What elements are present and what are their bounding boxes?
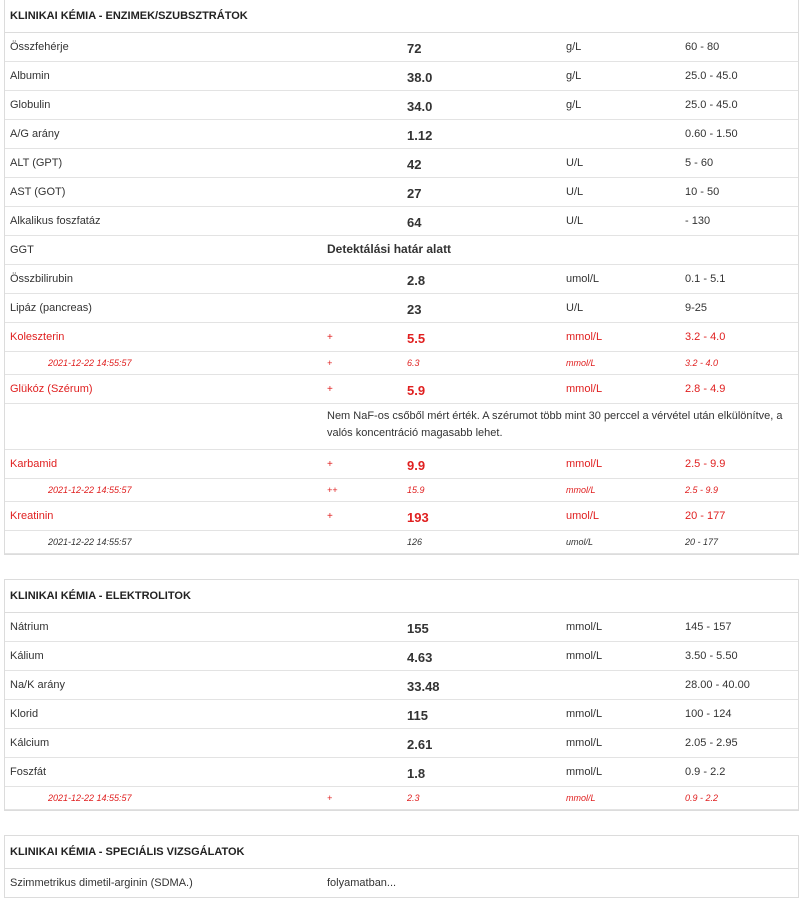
result-value: 126 <box>407 537 423 547</box>
test-name: Kreatinin <box>10 510 54 522</box>
section-title: KLINIKAI KÉMIA - ENZIMEK/SZUBSZTRÁTOK <box>5 0 798 33</box>
result-value: 1.8 <box>407 766 426 781</box>
result-unit: g/L <box>566 70 582 82</box>
abnormal-flag: + <box>327 358 333 368</box>
reference-range: 10 - 50 <box>685 186 720 198</box>
reference-range: 3.2 - 4.0 <box>685 331 726 343</box>
test-name: Glükóz (Szérum) <box>10 383 93 395</box>
test-name: Nátrium <box>10 621 49 633</box>
test-name: GGT <box>10 244 34 256</box>
test-name: Albumin <box>10 70 50 82</box>
reference-range: 3.2 - 4.0 <box>685 358 719 368</box>
reference-range: 3.50 - 5.50 <box>685 650 738 662</box>
result-unit: mmol/L <box>566 485 596 495</box>
test-name: AST (GOT) <box>10 186 66 198</box>
result-status: folyamatban... <box>327 877 397 889</box>
result-row <box>5 178 798 207</box>
test-name: Globulin <box>10 99 51 111</box>
result-value: 42 <box>407 157 422 172</box>
result-unit: U/L <box>566 157 584 169</box>
test-name: Szimmetrikus dimetil-arginin (SDMA.) <box>10 877 193 889</box>
result-row <box>5 729 798 758</box>
result-note: Nem NaF-os csőből mért érték. A szérumot több mint 30 perccel a vérvétel után elkülönítve, a valós koncentráció magasabb lehet. <box>327 410 783 439</box>
result-value: 34.0 <box>407 99 433 114</box>
result-row <box>5 758 798 787</box>
result-date: 2021-12-22 14:55:57 <box>48 358 132 368</box>
result-value: 5.9 <box>407 383 426 398</box>
result-value: 38.0 <box>407 70 433 85</box>
result-unit: mmol/L <box>566 650 603 662</box>
result-value: 2.8 <box>407 273 426 288</box>
result-date: 2021-12-22 14:55:57 <box>48 537 132 547</box>
result-row <box>5 265 798 294</box>
previous-result-row <box>5 531 798 554</box>
test-name: Koleszterin <box>10 331 65 343</box>
reference-range: 2.5 - 9.9 <box>685 458 726 470</box>
result-row <box>5 207 798 236</box>
test-name: Összfehérje <box>10 41 69 53</box>
result-value: 115 <box>407 708 428 723</box>
reference-range: 145 - 157 <box>685 621 732 633</box>
reference-range: 25.0 - 45.0 <box>685 70 738 82</box>
test-name: Kálium <box>10 650 44 662</box>
result-value: 23 <box>407 302 422 317</box>
reference-range: 5 - 60 <box>685 157 714 169</box>
result-value: 6.3 <box>407 358 420 368</box>
result-value: 64 <box>407 215 422 230</box>
result-row <box>5 642 798 671</box>
reference-range: 0.60 - 1.50 <box>685 128 738 140</box>
result-value: 33.48 <box>407 679 440 694</box>
reference-range: 0.1 - 5.1 <box>685 273 726 285</box>
result-comment: Detektálási határ alatt <box>327 242 452 256</box>
result-row <box>5 671 798 700</box>
result-row <box>5 149 798 178</box>
result-value: 2.3 <box>407 793 420 803</box>
reference-range: 0.9 - 2.2 <box>685 793 719 803</box>
result-value: 72 <box>407 41 422 56</box>
result-value: 9.9 <box>407 458 426 473</box>
reference-range: 20 - 177 <box>685 510 726 522</box>
result-row <box>5 236 798 265</box>
reference-range: 2.8 - 4.9 <box>685 383 726 395</box>
result-unit: mmol/L <box>566 331 603 343</box>
result-value: 15.9 <box>407 485 425 495</box>
result-unit: mmol/L <box>566 458 603 470</box>
test-name: Kálcium <box>10 737 50 749</box>
result-value: 5.5 <box>407 331 426 346</box>
result-value: 27 <box>407 186 422 201</box>
abnormal-flag: + <box>327 384 333 395</box>
previous-result-row <box>5 787 798 810</box>
reference-range: 60 - 80 <box>685 41 720 53</box>
test-name: Alkalikus foszfatáz <box>10 215 101 227</box>
test-name: ALT (GPT) <box>10 157 63 169</box>
result-unit: umol/L <box>566 273 600 285</box>
result-unit: g/L <box>566 99 582 111</box>
section-title: KLINIKAI KÉMIA - SPECIÁLIS VIZSGÁLATOK <box>5 836 798 869</box>
result-unit: mmol/L <box>566 358 596 368</box>
result-section <box>4 580 799 811</box>
result-section <box>4 836 799 898</box>
test-name: Összbilirubin <box>10 273 73 285</box>
reference-range: 20 - 177 <box>685 537 719 547</box>
reference-range: - 130 <box>685 215 711 227</box>
result-note-row <box>5 404 798 450</box>
result-unit: mmol/L <box>566 737 603 749</box>
abnormal-flag: + <box>327 511 333 522</box>
result-row <box>5 450 798 479</box>
abnormal-flag: + <box>327 332 333 343</box>
result-unit: mmol/L <box>566 766 603 778</box>
test-name: Foszfát <box>10 766 47 778</box>
result-unit: umol/L <box>566 510 600 522</box>
section-title: KLINIKAI KÉMIA - ELEKTROLITOK <box>5 580 798 613</box>
result-row <box>5 62 798 91</box>
reference-range: 9-25 <box>685 302 708 314</box>
result-row <box>5 91 798 120</box>
abnormal-flag: ++ <box>327 485 338 495</box>
result-row <box>5 502 798 531</box>
section-spacer <box>4 555 799 580</box>
result-value: 193 <box>407 510 429 525</box>
section-spacer <box>4 811 799 836</box>
result-row <box>5 613 798 642</box>
test-name: Na/K arány <box>10 679 66 691</box>
result-value: 155 <box>407 621 429 636</box>
result-unit: umol/L <box>566 537 594 547</box>
test-name: Karbamid <box>10 458 58 470</box>
test-name: A/G arány <box>10 128 60 140</box>
result-date: 2021-12-22 14:55:57 <box>48 485 132 495</box>
result-row <box>5 700 798 729</box>
result-unit: U/L <box>566 302 584 314</box>
result-unit: mmol/L <box>566 621 603 633</box>
result-row <box>5 869 798 897</box>
previous-result-row <box>5 479 798 502</box>
reference-range: 28.00 - 40.00 <box>685 679 750 691</box>
result-row <box>5 323 798 352</box>
result-unit: g/L <box>566 41 582 53</box>
result-value: 2.61 <box>407 737 433 752</box>
result-value: 4.63 <box>407 650 433 665</box>
result-section <box>4 0 799 555</box>
reference-range: 2.5 - 9.9 <box>685 485 719 495</box>
result-row <box>5 120 798 149</box>
result-unit: mmol/L <box>566 793 596 803</box>
previous-result-row <box>5 352 798 375</box>
abnormal-flag: + <box>327 459 333 470</box>
result-unit: mmol/L <box>566 383 603 395</box>
result-date: 2021-12-22 14:55:57 <box>48 793 132 803</box>
reference-range: 100 - 124 <box>685 708 732 720</box>
reference-range: 25.0 - 45.0 <box>685 99 738 111</box>
result-unit: U/L <box>566 215 584 227</box>
result-value: 1.12 <box>407 128 433 143</box>
test-name: Klorid <box>10 708 39 720</box>
result-unit: mmol/L <box>566 708 603 720</box>
lab-results-report <box>4 0 799 898</box>
abnormal-flag: + <box>327 793 333 803</box>
reference-range: 0.9 - 2.2 <box>685 766 726 778</box>
result-row <box>5 294 798 323</box>
result-unit: U/L <box>566 186 584 198</box>
reference-range: 2.05 - 2.95 <box>685 737 738 749</box>
test-name: Lipáz (pancreas) <box>10 302 92 314</box>
result-row <box>5 33 798 62</box>
result-row <box>5 375 798 404</box>
